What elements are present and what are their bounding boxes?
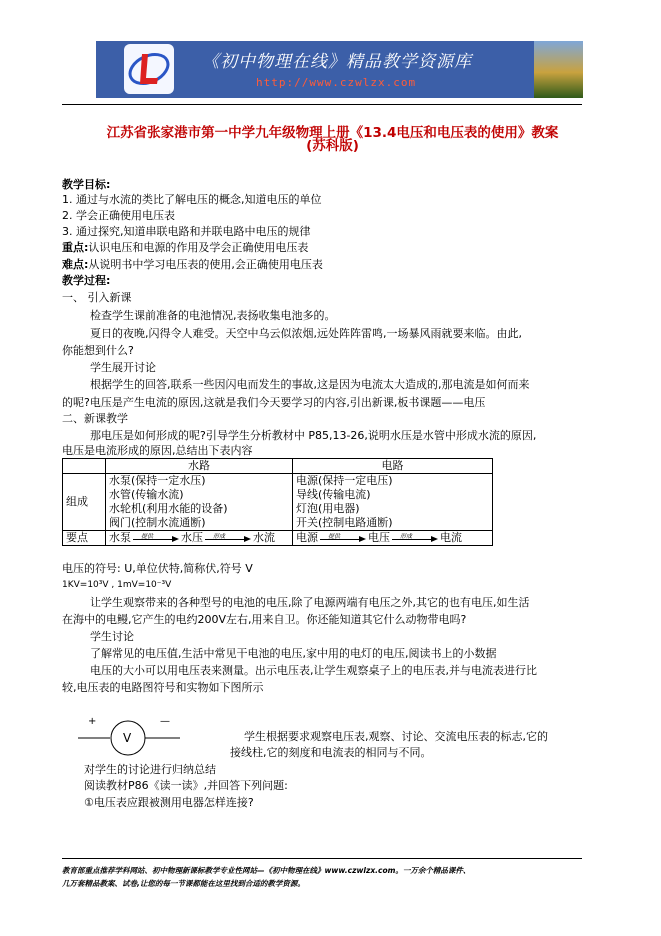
paragraph: 你能想到什么? [62,344,134,357]
paragraph: 阅读教材P86《读一读》,并回答下列问题: [84,779,288,792]
paragraph: 学生根据要求观察电压表,观察、讨论、交流电压表的标志,它的 [244,730,548,743]
header-rule [62,104,582,105]
row-label: 组成 [63,474,106,531]
comparison-table [62,458,493,546]
arrow-icon [320,533,366,543]
goal-item: 1. 通过与水流的类比了解电压的概念,知道电压的单位 [62,193,322,206]
difficulty [62,258,323,272]
chain-node: 电源 [296,531,318,544]
table-row [63,531,493,546]
list-item: 电源(保持一定电压) [296,474,393,487]
paragraph: 电压的大小可以用电压表来测量。出示电压表,让学生观察桌子上的电压表,并与电流表进行比 [90,664,537,677]
paragraph: 学生展开讨论 [90,361,156,374]
circuit-components [293,474,493,531]
row-label: 要点 [63,531,106,546]
water-chain [106,531,293,546]
circuit-chain [293,531,493,546]
goals-heading: 教学目标: [62,178,111,191]
unit-conversion: 1KV=10³V , 1mV=10⁻³V [62,580,172,590]
table-header-water: 水路 [106,459,293,474]
paragraph: 学生讨论 [90,630,134,643]
arrow-label: 形成 [213,533,226,540]
paragraph: 检查学生课前准备的电池情况,表扬收集电池多的。 [90,309,336,322]
goal-item: 3. 通过探究,知道串联电路和并联电路中电压的规律 [62,225,311,238]
arrow-icon [133,533,179,543]
chain-node: 水流 [253,531,275,544]
paragraph: 电压是电流形成的原因,总结出下表内容 [62,444,253,457]
paragraph: ①电压表应跟被测用电器怎样连接? [84,796,254,809]
paragraph: 那电压是如何形成的呢?引导学生分析教材中 P85,13-26,说明水压是水管中形成水流的原因, [90,429,537,442]
footer-rule [62,858,582,859]
list-item: 阀门(控制水流通断) [109,516,206,529]
paragraph: 接线柱,它的刻度和电流表的相同与不同。 [230,746,432,759]
paragraph: 在海中的电鳗,它产生的电约200V左右,用来自卫。你还能知道其它什么动物带电吗? [62,613,467,626]
document-subtitle: (苏科版) [306,138,359,154]
list-item: 灯泡(用电器) [296,502,360,515]
key-text: 认识电压和电源的作用及学会正确使用电压表 [88,241,309,254]
paragraph: 的呢?电压是产生电流的原因,这就是我们今天要学习的内容,引出新课,板书课题——电压 [62,396,486,409]
arrow-label: 提供 [141,533,154,540]
sunflower-image [534,41,583,98]
key-label: 重点: [62,241,89,254]
arrow-icon [205,533,251,543]
key-point [62,241,308,255]
chain-node: 电流 [440,531,462,544]
difficulty-label: 难点: [62,258,89,271]
list-item: 导线(传输电流) [296,488,371,501]
plus-terminal: + [88,716,97,727]
section-heading: 一、 引入新课 [62,291,132,304]
chain-node: 水压 [181,531,203,544]
arrow-icon [392,533,438,543]
document-title: 江苏省张家港市第一中学九年级物理上册《13.4电压和电压表的使用》教案 [106,125,559,141]
site-logo [124,44,174,94]
paragraph: 较,电压表的电路图符号和实物如下图所示 [62,681,264,694]
water-components [106,474,293,531]
arrow-label: 提供 [328,533,341,540]
banner-url[interactable]: http://www.czwlzx.com [256,76,417,89]
list-item: 水轮机(利用水能的设备) [109,502,228,515]
page-footer [62,864,602,890]
minus-terminal: — [160,716,170,727]
footer-line: 教育部重点推荐学科网站、初中物理新课标教学专业性网站—《初中物理在线》www.czwlzx.com。一万余个精品课件、 [62,866,471,875]
chain-node: 电压 [368,531,390,544]
header-banner [96,41,583,98]
meter-letter: V [123,731,132,745]
paragraph: 对学生的讨论进行归纳总结 [84,763,216,776]
list-item: 水泵(保持一定水压) [109,474,206,487]
list-item: 开关(控制电路通断) [296,516,393,529]
paragraph: 夏日的夜晚,闪得令人难受。天空中乌云似浓烟,远处阵阵雷鸣,一场暴风雨就要来临。由此, [90,327,522,340]
table-header-row [63,459,493,474]
difficulty-text: 从说明书中学习电压表的使用,会正确使用电压表 [88,258,323,271]
paragraph: 了解常见的电压值,生活中常见干电池的电压,家中用的电灯的电压,阅读书上的小数据 [90,647,497,660]
paragraph: 根据学生的回答,联系一些因闪电而发生的事故,这是因为电流太大造成的,那电流是如何而来 [90,378,530,391]
voltmeter-symbol-icon [76,716,236,758]
table-header-circuit: 电路 [293,459,493,474]
table-row [63,474,493,531]
section-heading: 二、新课教学 [62,412,128,425]
footer-line: 几万套精品教案、试卷,让您的每一节课都能在这里找到合适的教学资源。 [62,879,305,888]
chain-node: 水泵 [109,531,131,544]
goal-item: 2. 学会正确使用电压表 [62,209,175,222]
paragraph: 让学生观察带来的各种型号的电池的电压,除了电源两端有电压之外,其它的也有电压,如生活 [90,596,530,609]
arrow-label: 形成 [400,533,413,540]
table-cell [63,459,106,474]
process-heading: 教学过程: [62,274,111,287]
banner-title: 《初中物理在线》精品教学资源库 [202,52,472,72]
paragraph: 电压的符号: U,单位伏特,简称伏,符号 V [62,562,253,575]
list-item: 水管(传输水流) [109,488,184,501]
